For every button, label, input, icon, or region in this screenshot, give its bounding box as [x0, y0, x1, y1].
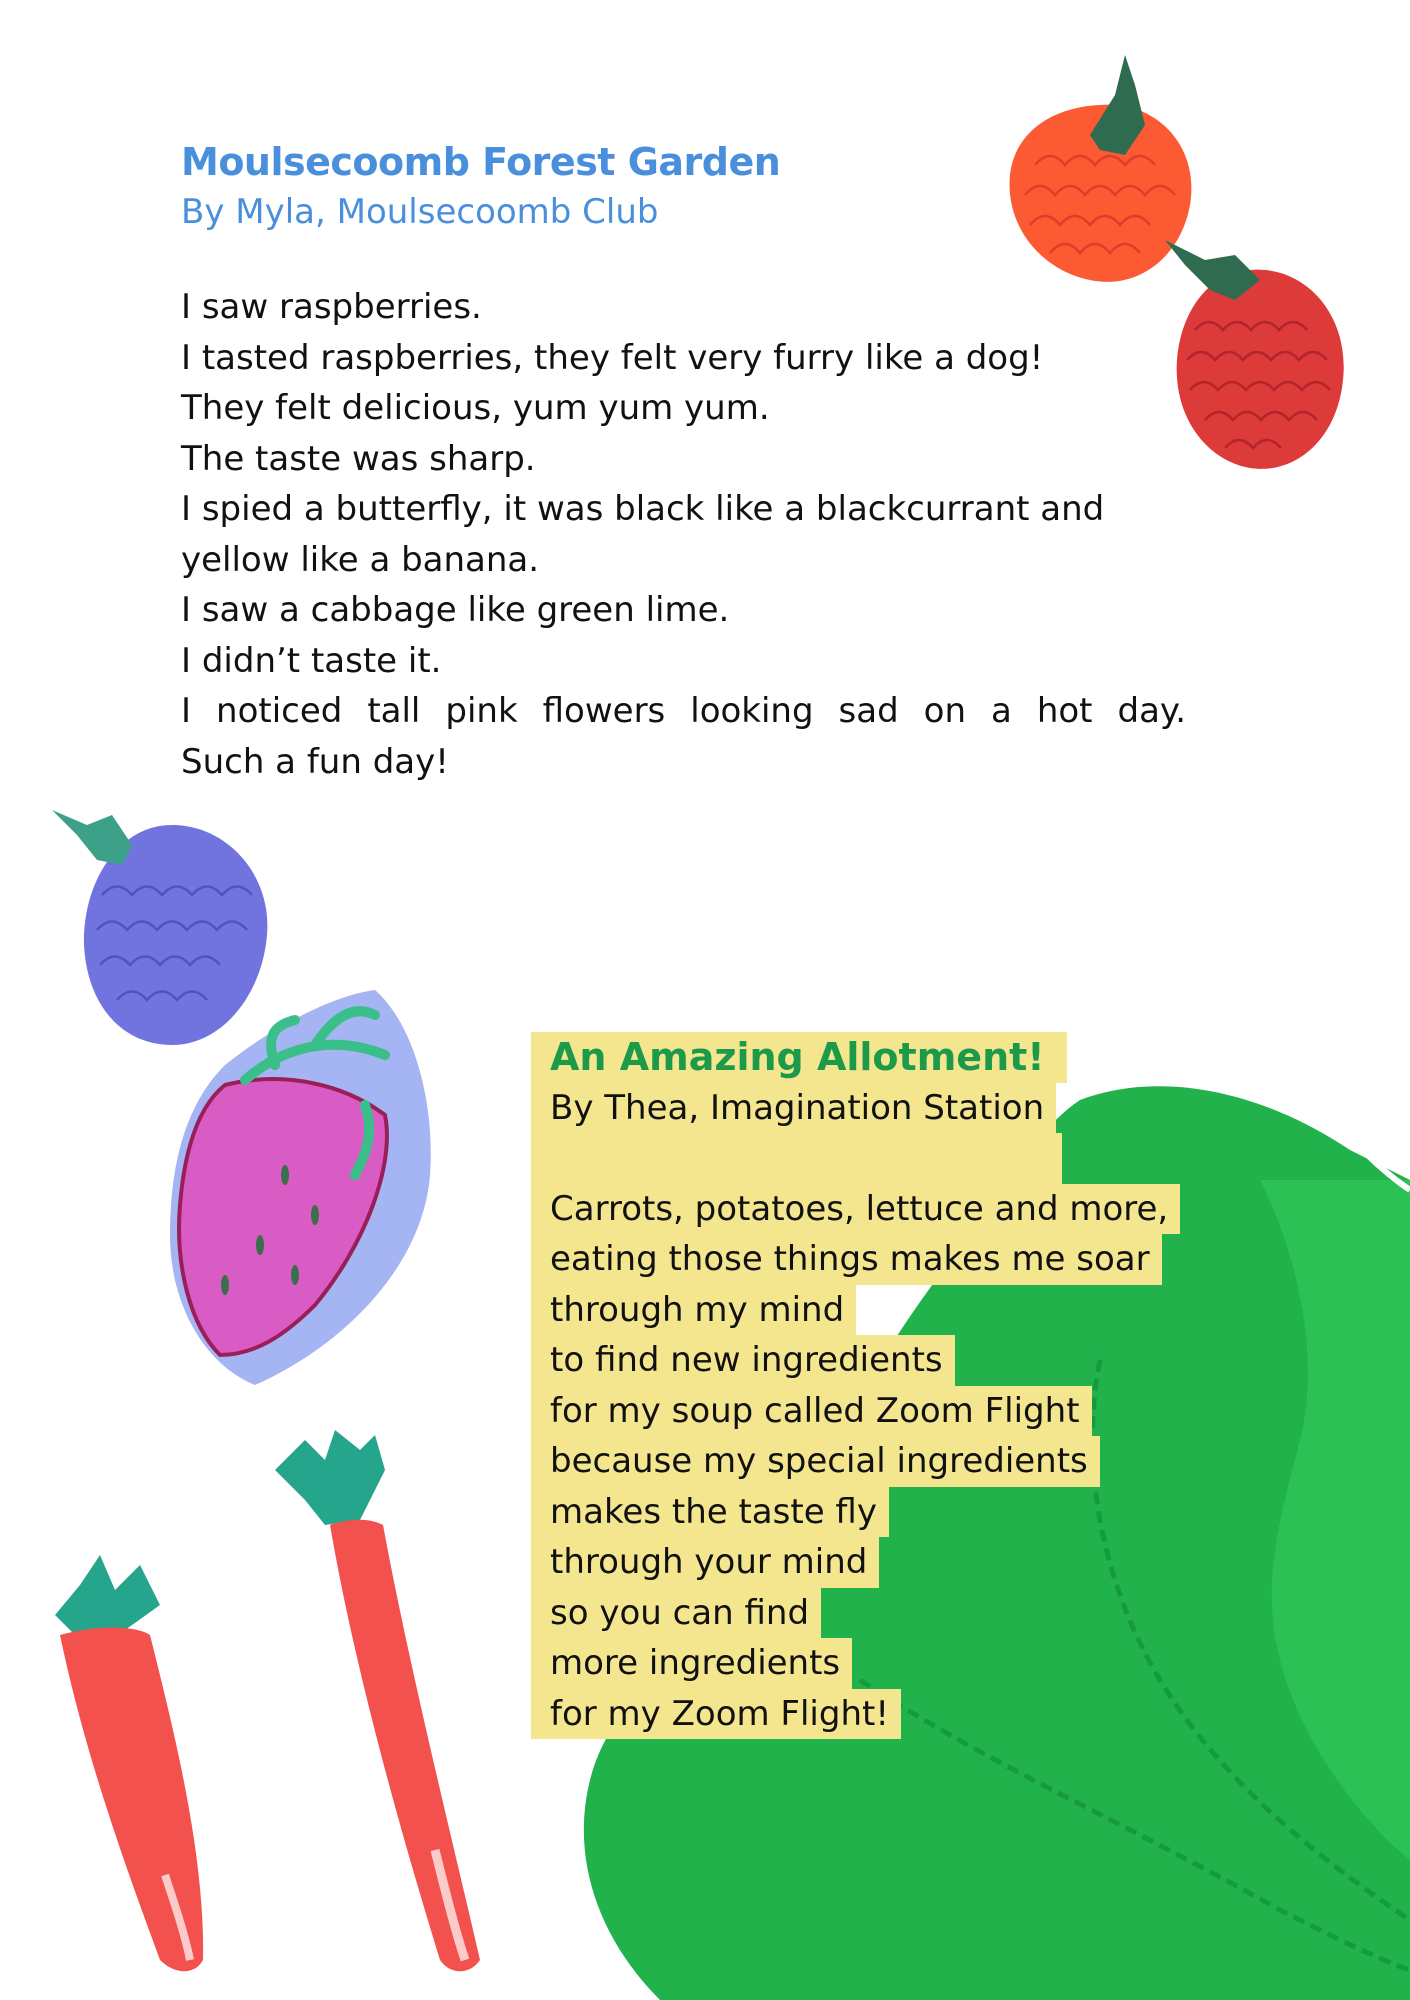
poem-line: They felt delicious, yum yum yum. — [181, 388, 770, 428]
poem-line: more ingredients — [531, 1638, 852, 1689]
poem-byline: By Myla, Moulsecoomb Club — [181, 192, 659, 232]
poem-line: eating those things makes me soar — [531, 1234, 1162, 1285]
poem-line: The taste was sharp. — [181, 438, 536, 479]
poem-line: because my special ingredients — [531, 1436, 1100, 1487]
poem-line: to find new ingredients — [531, 1335, 955, 1386]
poem-line: I tasted raspberries, they felt very furry like a dog! — [181, 337, 1044, 378]
blank-line — [531, 1133, 1062, 1184]
red-raspberry-icon — [1165, 230, 1355, 480]
poem-title: Moulsecoomb Forest Garden — [181, 140, 781, 184]
poem-line: through my mind — [531, 1285, 856, 1336]
poem-line: I didn’t taste it. — [181, 640, 442, 681]
poem-line: I saw raspberries. — [181, 287, 482, 327]
carrot-icon — [45, 1555, 215, 1975]
poem-line: I saw a cabbage like green lime. — [181, 590, 730, 630]
poem-line: makes the taste fly — [531, 1487, 889, 1538]
poem-line: for my Zoom Flight! — [531, 1689, 901, 1740]
poem-byline: By Thea, Imagination Station — [531, 1083, 1056, 1134]
poem-line: for my soup called Zoom Flight — [531, 1386, 1092, 1437]
poem-an-amazing-allotment — [531, 1032, 1180, 1739]
poem-line: yellow like a banana. — [181, 539, 540, 580]
poem-line: I spied a butterfly, it was black like a blackcurrant and — [181, 489, 1105, 529]
poem-title: An Amazing Allotment! — [531, 1032, 1067, 1083]
poem-moulsecoomb-forest-garden — [181, 136, 1186, 787]
poem-line: Carrots, potatoes, lettuce and more, — [531, 1184, 1180, 1235]
poem-line: so you can find — [531, 1588, 821, 1639]
strawberry-icon — [165, 985, 445, 1390]
poem-line: I noticed tall pink flowers looking sad on a hot day. — [181, 691, 1186, 731]
poem-body — [181, 282, 1186, 787]
poem-line: through your mind — [531, 1537, 879, 1588]
poem-line: Such a fun day! — [181, 741, 449, 782]
carrot-icon — [275, 1430, 495, 1975]
